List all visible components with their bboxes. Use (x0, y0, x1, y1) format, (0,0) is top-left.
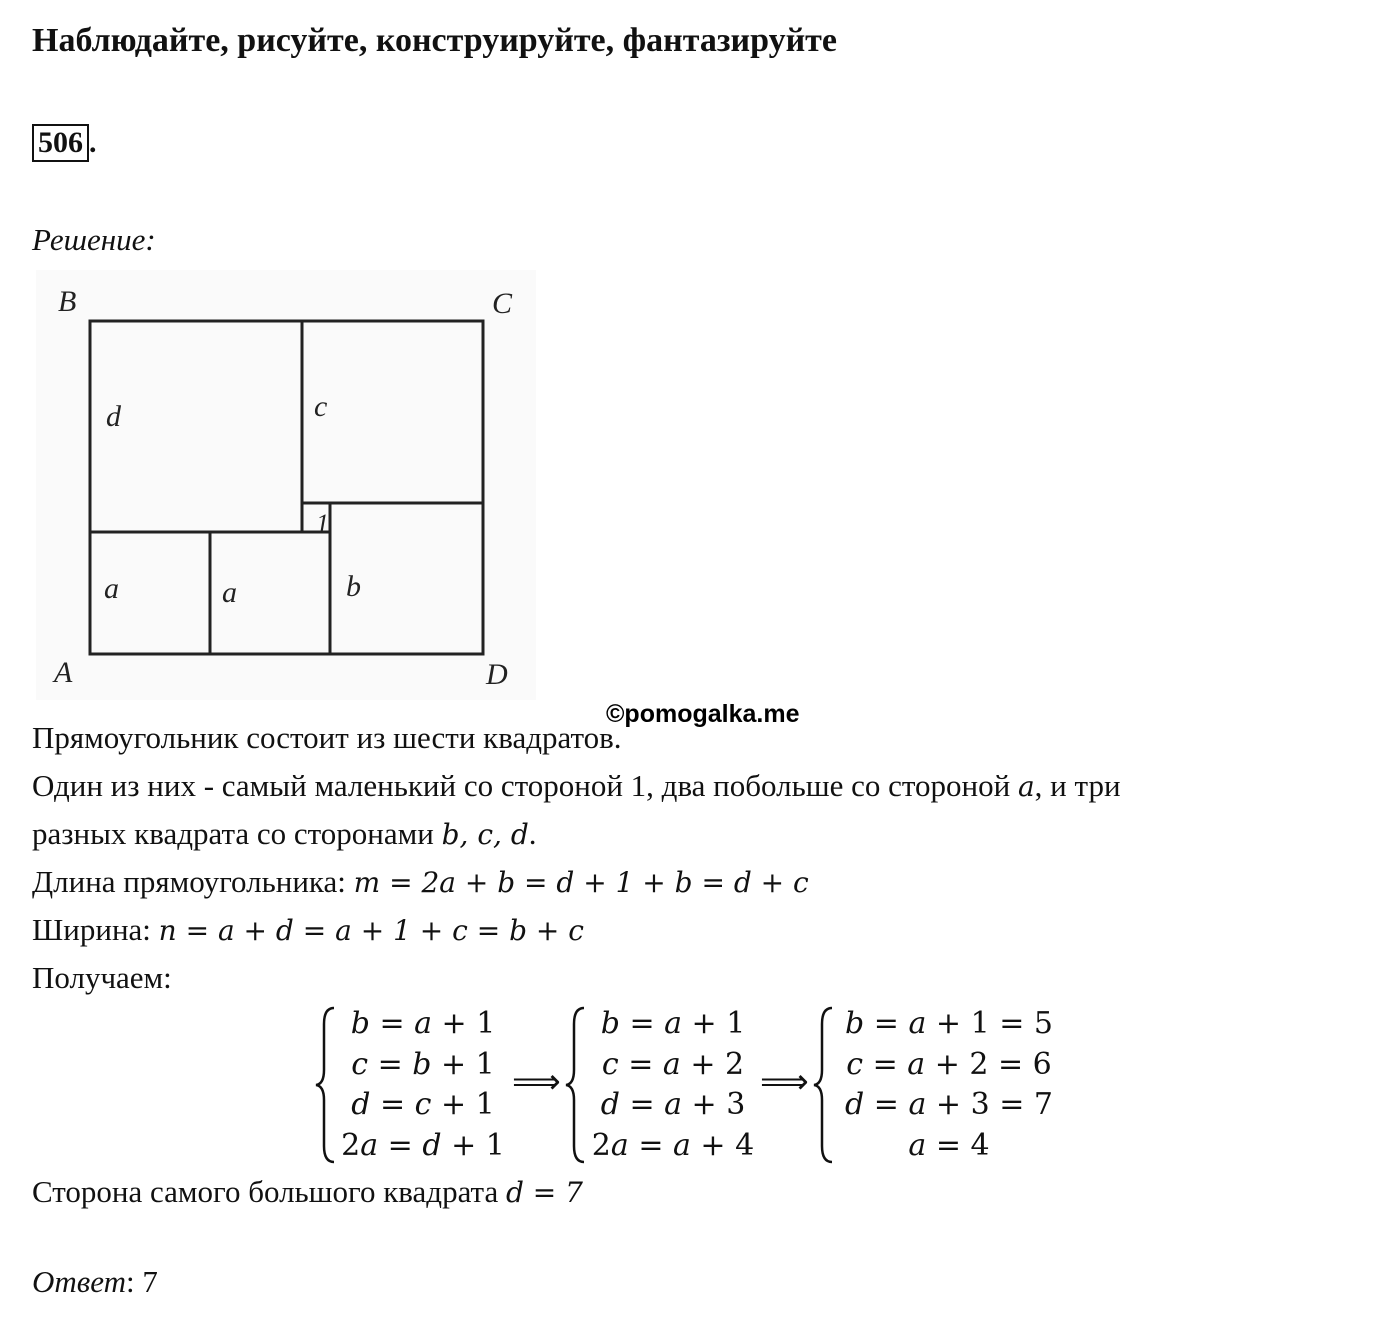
system-2-row-4: 2a = a + 4 (591, 1127, 755, 1163)
width-line (32, 910, 584, 951)
answer-separator: : (125, 1264, 143, 1299)
corner-label-B: B (58, 285, 77, 318)
corner-label-C: C (492, 287, 513, 320)
solution-label: Решение: (32, 222, 156, 257)
implies-arrow-2: ⟹ (760, 1062, 809, 1102)
text-line-1: Прямоугольник состоит из шести квадратов. (32, 720, 622, 755)
var-a: a (1017, 770, 1035, 803)
text-line-2 (32, 766, 1121, 807)
problem-number-suffix: . (89, 126, 97, 159)
system-3-row-4: a = 4 (908, 1127, 990, 1163)
squares-figure (36, 270, 536, 700)
system-1-row-3: d = c + 1 (351, 1087, 495, 1122)
square-label-b: b (346, 570, 361, 603)
problem-number (32, 124, 97, 162)
corner-label-D: D (486, 658, 508, 691)
system-3-row-2: c = a + 2 = 6 (846, 1046, 1052, 1082)
square-label-d: d (106, 400, 121, 433)
answer (32, 1264, 158, 1300)
brace-icon (312, 1004, 338, 1166)
watermark: ©pomogalka.me (606, 700, 800, 728)
square-label-a2: a (222, 576, 237, 609)
length-label: Длина прямоугольника: (32, 864, 354, 899)
brace-icon (562, 1004, 588, 1166)
square-label-a1: a (104, 572, 119, 605)
system-1-row-2: c = b + 1 (351, 1046, 495, 1082)
text-line-2-end: , и три (1034, 768, 1121, 803)
system-1-row-1: b = a + 1 (350, 1006, 496, 1041)
length-formula: m = 2a + b = d + 1 + b = d + c (353, 866, 809, 899)
brace-icon (810, 1004, 836, 1166)
problem-number-box: 506 (32, 124, 89, 162)
answer-label: Ответ (32, 1264, 126, 1299)
square-label-one: 1 (316, 509, 329, 538)
width-label: Ширина: (32, 912, 159, 947)
text-line-3 (32, 814, 537, 855)
text-line-3-start: разных квадрата со сторонами (32, 816, 442, 851)
width-formula: n = a + d = a + 1 + c = b + c (158, 914, 584, 947)
system-2-row-1: b = a + 1 (600, 1006, 746, 1041)
length-line (32, 862, 809, 903)
result-label: Сторона самого большого квадрата (32, 1174, 506, 1209)
text-line-3-end: . (528, 816, 537, 851)
result-formula: d = 7 (505, 1176, 583, 1209)
get-line: Получаем: (32, 960, 172, 995)
corner-label-A: A (54, 656, 73, 689)
answer-value: 7 (142, 1264, 158, 1299)
equation-systems (312, 1004, 1072, 1174)
system-3-row-1: b = a + 1 = 5 (845, 1006, 1053, 1041)
system-3-row-3: d = a + 3 = 7 (845, 1087, 1053, 1122)
system-2-row-2: c = a + 2 (601, 1046, 745, 1082)
system-2-row-3: d = a + 3 (600, 1087, 746, 1122)
page-heading: Наблюдайте, рисуйте, конструируйте, фантазируйте (32, 22, 837, 59)
text-line-2-start: Один из них - самый маленький со стороной 1, два побольше со стороной (32, 768, 1018, 803)
system-1-row-4: 2a = d + 1 (341, 1127, 505, 1163)
square-label-c: c (314, 390, 328, 423)
result-line (32, 1172, 583, 1213)
vars-bcd: b, c, d (441, 818, 529, 851)
implies-arrow-1: ⟹ (512, 1062, 561, 1102)
